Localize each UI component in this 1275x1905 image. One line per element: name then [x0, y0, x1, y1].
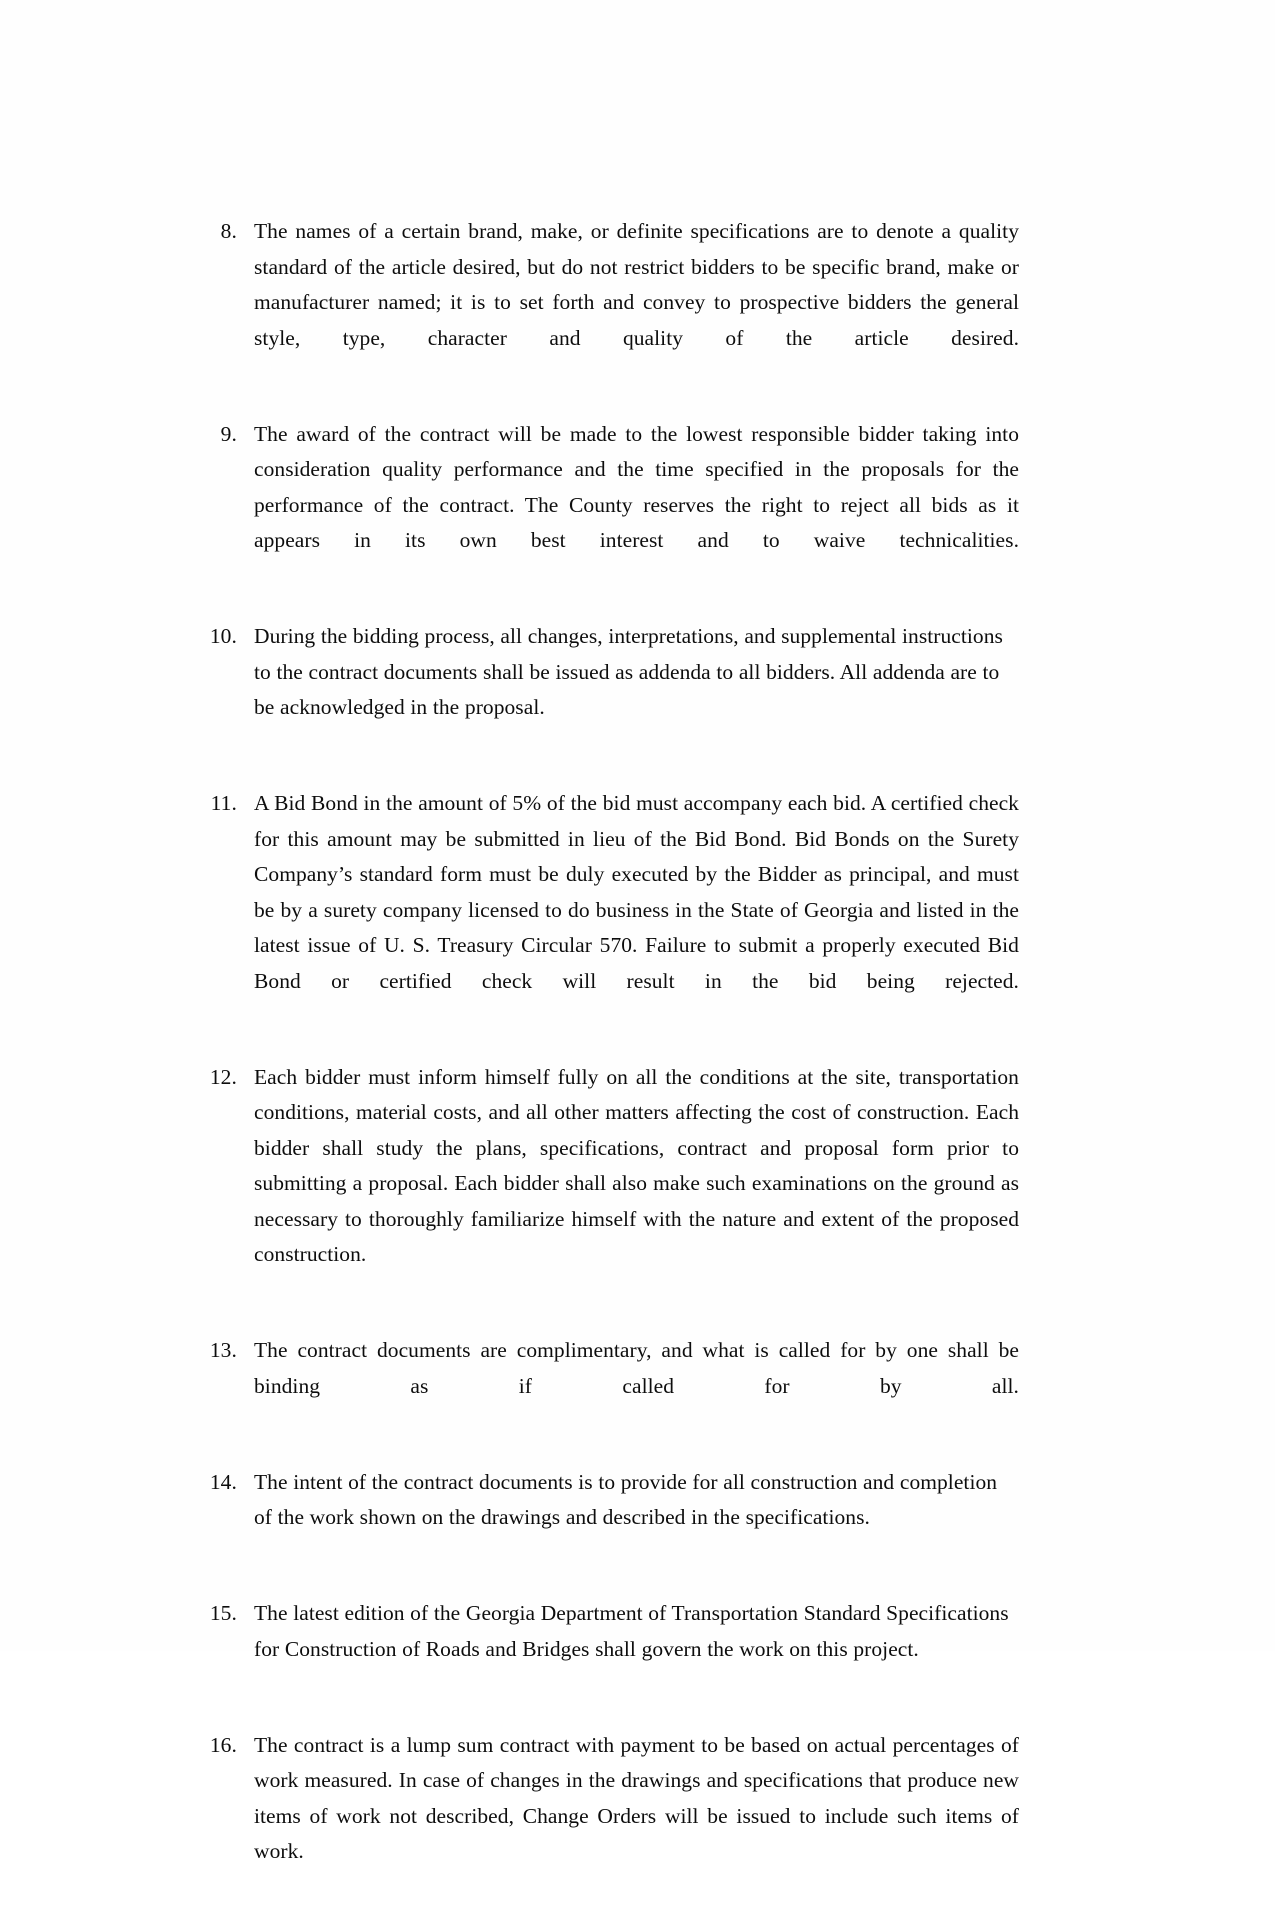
- clause-list: [197, 214, 1019, 1905]
- clause-text: The intent of the contract documents is to provide for all construction and completion of the work shown on the drawings and described in the specifications.: [237, 1465, 1019, 1572]
- clause-text: The latest edition of the Georgia Department of Transportation Standard Specifications for Construction of Roads and Bridges shall govern the work on this project.: [237, 1596, 1019, 1703]
- clause-number: 16.: [197, 1728, 237, 1764]
- clause-text: During the bidding process, all changes, interpretations, and supplemental instructions to the contract documents shall be issued as addenda to all bidders. All addenda are to be acknowledged in the proposal.: [237, 619, 1019, 761]
- clause-number: 9.: [197, 417, 237, 453]
- clause-number: 14.: [197, 1465, 237, 1501]
- clause-number: 10.: [197, 619, 237, 655]
- clause-item: [197, 1333, 1019, 1440]
- clause-item: [197, 214, 1019, 392]
- clause-number: 13.: [197, 1333, 237, 1369]
- clause-item: [197, 786, 1019, 1035]
- clause-text: The names of a certain brand, make, or definite specifications are to denote a quality standard of the article desired, but do not restrict bidders to be specific brand, make or manufacturer named; it is to set forth and convey to prospective bidders the general style, type, character and quality of the article desired.: [237, 214, 1019, 392]
- clause-item: [197, 1596, 1019, 1703]
- clause-text: The contract documents are complimentary, and what is called for by one shall be binding as if called for by all.: [237, 1333, 1019, 1440]
- clause-number: 11.: [197, 786, 237, 822]
- clause-text: The award of the contract will be made to the lowest responsible bidder taking into consideration quality performance and the time specified in the proposals for the performance of the contract. The County reserves the right to reject all bids as it appears in its own best interest and to waive technicalities.: [237, 417, 1019, 595]
- clause-number: 8.: [197, 214, 237, 250]
- clause-item: [197, 619, 1019, 761]
- clause-item: [197, 417, 1019, 595]
- clause-text: A Bid Bond in the amount of 5% of the bid must accompany each bid. A certified check for this amount may be submitted in lieu of the Bid Bond. Bid Bonds on the Surety Company’s standard form must be duly executed by the Bidder as principal, and must be by a surety company licensed to do business in the State of Georgia and listed in the latest issue of U. S. Treasury Circular 570. Failure to submit a properly executed Bid Bond or certified check will result in the bid being rejected.: [237, 786, 1019, 1035]
- clause-item: [197, 1060, 1019, 1309]
- clause-number: 12.: [197, 1060, 237, 1096]
- clause-item: [197, 1728, 1019, 1905]
- clause-text: Each bidder must inform himself fully on all the conditions at the site, transportation conditions, material costs, and all other matters affecting the cost of construction. Each bidder shall study the plans, specifications, contract and proposal form prior to submitting a proposal. Each bidder shall also make such examinations on the ground as necessary to thoroughly familiarize himself with the nature and extent of the proposed construction.: [237, 1060, 1019, 1309]
- clause-item: [197, 1465, 1019, 1572]
- clause-text: The contract is a lump sum contract with payment to be based on actual percentages of work measured. In case of changes in the drawings and specifications that produce new items of work not described, Change Orders will be issued to include such items of work.: [237, 1728, 1019, 1905]
- clause-number: 15.: [197, 1596, 237, 1632]
